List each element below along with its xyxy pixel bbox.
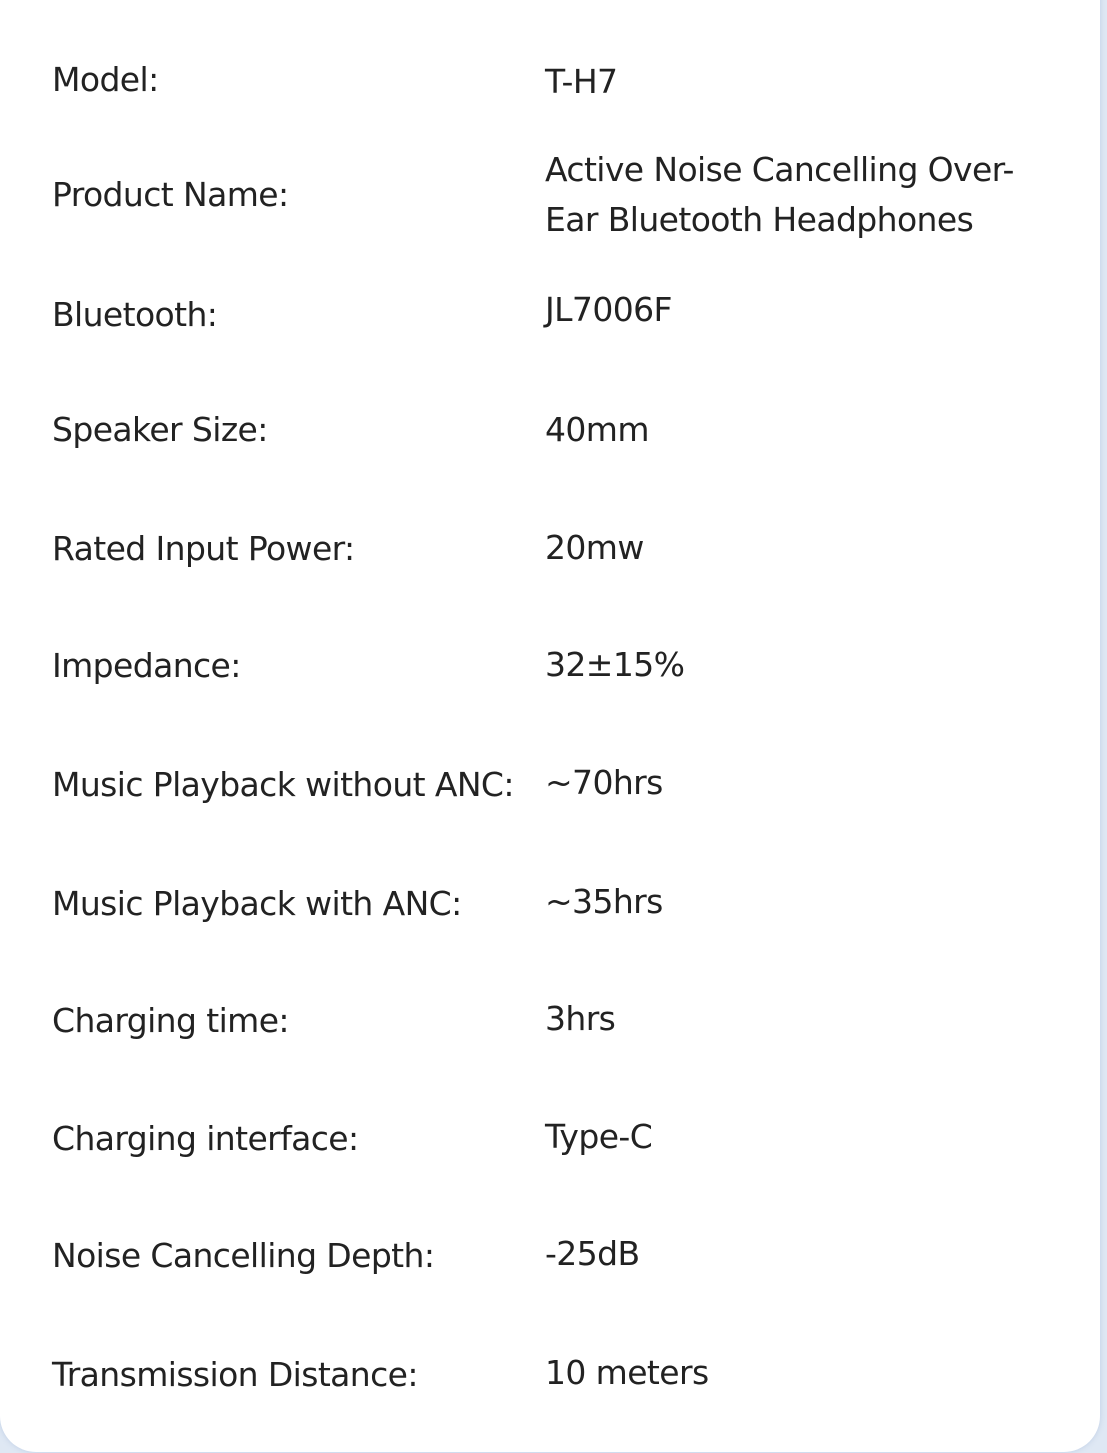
spec-label: Transmission Distance: — [52, 1355, 418, 1394]
spec-label: Noise Cancelling Depth: — [52, 1236, 435, 1275]
spec-label: Charging time: — [52, 1001, 289, 1040]
spec-value: ~70hrs — [545, 763, 663, 802]
spec-value: 20mw — [545, 528, 644, 567]
spec-value: Type-C — [545, 1117, 653, 1156]
spec-label: Bluetooth: — [52, 295, 218, 334]
spec-label: Charging interface: — [52, 1119, 359, 1158]
spec-value: -25dB — [545, 1234, 640, 1273]
spec-value: 3hrs — [545, 999, 616, 1038]
spec-value: 40mm — [545, 410, 649, 449]
spec-label: Music Playback with ANC: — [52, 884, 462, 923]
spec-label: Rated Input Power: — [52, 529, 355, 568]
spec-label: Speaker Size: — [52, 410, 268, 449]
spec-value: ~35hrs — [545, 882, 663, 921]
spec-label: Impedance: — [52, 646, 241, 685]
spec-value: 10 meters — [545, 1353, 709, 1392]
spec-label: Music Playback without ANC: — [52, 765, 514, 804]
spec-value: T-H7 — [545, 62, 618, 101]
spec-value: 32±15% — [545, 645, 685, 684]
spec-label: Model: — [52, 60, 159, 99]
spec-label: Product Name: — [52, 175, 289, 214]
spec-value: JL7006F — [545, 290, 672, 329]
spec-value: Active Noise Cancelling Over-Ear Bluetooth Headphones — [545, 150, 1014, 239]
